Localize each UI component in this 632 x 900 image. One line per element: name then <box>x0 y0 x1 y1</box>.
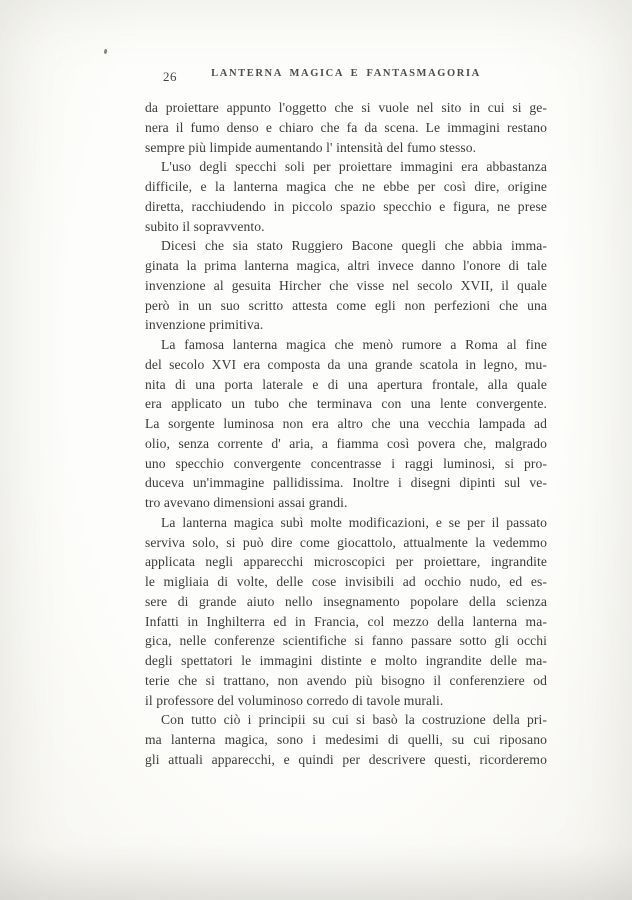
text-line: difficile, e la lanterna magica che ne ebbe per così dire, origine <box>145 179 547 194</box>
text-line: duceva un'immagine pallidissima. Inoltre i disegni dipinti sul ve- <box>145 475 547 491</box>
text-line: serviva solo, si può dire come giocattolo, attualmente la vedemmo <box>145 534 547 550</box>
text-line: le migliaia di volte, delle cose invisibili ad occhio nudo, ed es- <box>145 574 547 589</box>
text-line: il professore del voluminoso corredo di tavole murali. <box>145 692 444 708</box>
text-line: diretta, racchiudendo in piccolo spazio specchio e figura, ne prese <box>145 198 547 214</box>
text-line: olio, senza corrente d' aria, a fiamma così povera che, malgrado <box>145 435 547 451</box>
text-line: tro avevano dimensioni assai grandi. <box>145 495 348 510</box>
page-header <box>145 68 547 86</box>
text-line: degli spettatori le immagini distinte e molto ingrandite delle ma- <box>145 653 547 668</box>
text-line: uno specchio convergente concentrasse i raggi luminosi, si pro- <box>145 455 547 471</box>
text-line: subito il sopravvento. <box>145 218 265 234</box>
text-line: invenzione al gesuita Hircher che visse nel secolo XVII, il quale <box>145 277 547 293</box>
paragraph <box>145 98 547 157</box>
text-line: gica, nelle conferenze scientifiche si fanno passare sotto gli occhi <box>145 633 547 649</box>
text-line: Con tutto ciò i principii su cui si basò la costruzione della pri- <box>161 712 547 728</box>
text-line: Dicesi che sia stato Ruggiero Bacone quegli che abbia imma- <box>161 238 547 254</box>
text-line: Infatti in Inghilterra ed in Francia, col mezzo della lanterna ma- <box>145 613 547 629</box>
paragraph <box>145 513 547 711</box>
text-line: nita di una porta laterale e di una apertura frontale, alla quale <box>145 376 547 392</box>
text-line: invenzione primitiva. <box>145 317 264 333</box>
paragraph <box>145 335 547 513</box>
text-line: applicata negli apparecchi microscopici per proiettare, ingrandite <box>145 554 547 570</box>
text-line: gli attuali apparecchi, e quindi per descrivere questi, ricorderemo <box>145 751 547 767</box>
text-line: La famosa lanterna magica che menò rumore a Roma al fine <box>161 337 547 352</box>
paragraph <box>145 710 547 769</box>
running-title: LANTERNA MAGICA E FANTASMAGORIA <box>211 68 481 79</box>
page-number: 26 <box>163 69 177 84</box>
text-line: da proiettare appunto l'oggetto che si vuole nel sito in cui si ge- <box>145 100 547 115</box>
text-line: ma lanterna magica, sono i medesimi di quelli, su cui riposano <box>145 732 547 747</box>
text-line: La lanterna magica subì molte modificazioni, e se per il passato <box>161 514 547 530</box>
text-line: era applicato un tubo che terminava con una lente convergente. <box>145 396 547 412</box>
text-line: L'uso degli specchi soli per proiettare immagini era abbastanza <box>161 159 547 175</box>
body-text <box>145 98 547 770</box>
paragraph <box>145 157 547 236</box>
text-line: ginata la prima lanterna magica, altri invece danno l'onore di tale <box>145 258 547 273</box>
paragraph <box>145 236 547 335</box>
text-line: sere di grande aiuto nello insegnamento popolare della scienza <box>145 593 547 609</box>
text-line: La sorgente luminosa non era altro che una vecchia lampada ad <box>145 416 547 431</box>
text-line: sempre più limpide aumentando l' intensità del fumo stesso. <box>145 139 477 155</box>
text-line: nera il fumo denso e chiaro che fa da scena. Le immagini restano <box>145 119 547 135</box>
text-line: però in un suo scritto attesta come egli non perfezioni che una <box>145 297 547 313</box>
scan-artifact <box>104 49 108 55</box>
text-line: terie che si trattano, non avendo più bisogno il conferenziere od <box>145 672 547 688</box>
text-line: del secolo XVI era composta da una grande scatola in legno, mu- <box>145 356 547 372</box>
